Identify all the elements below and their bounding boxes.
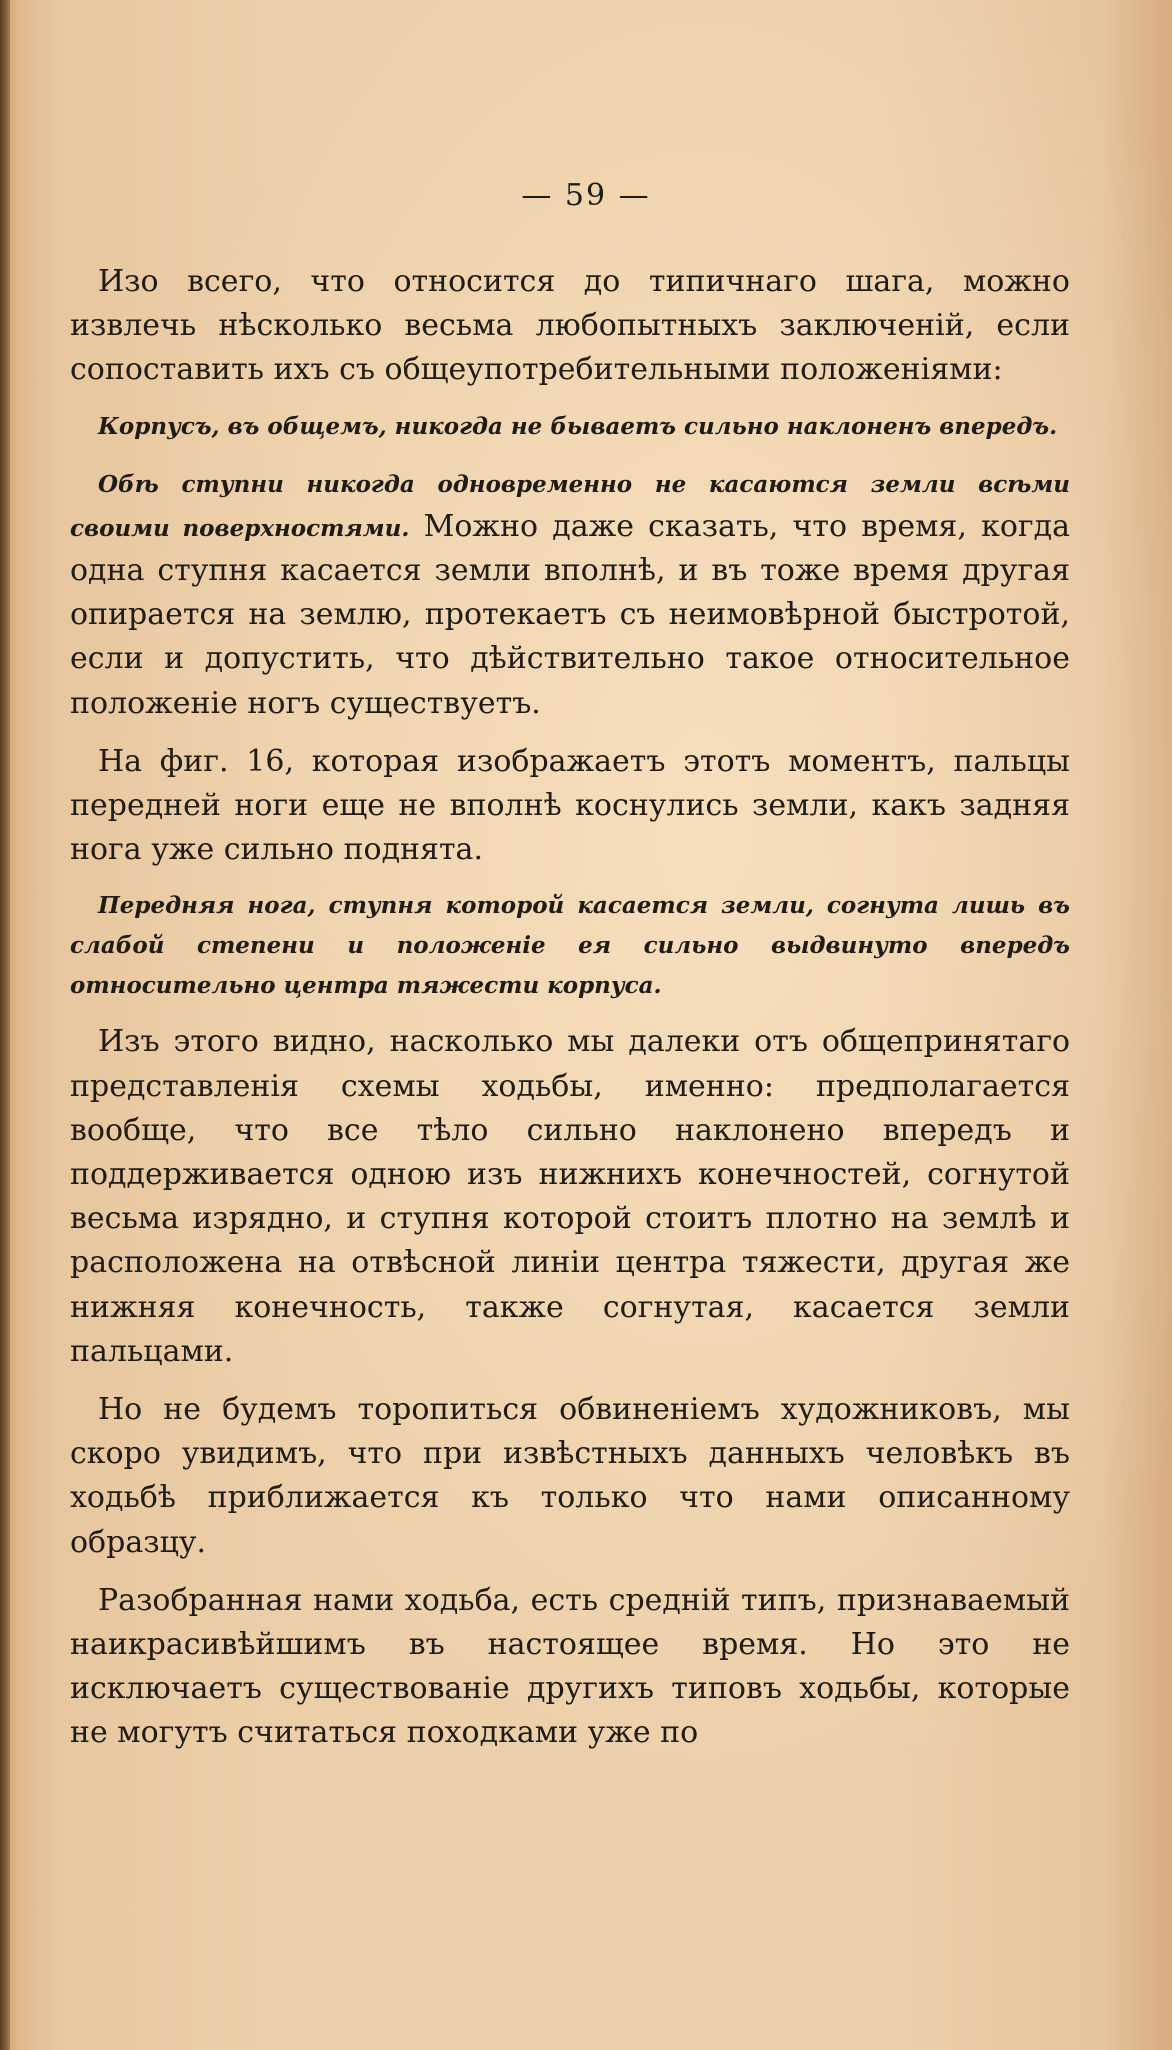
paragraph-2-italic: Корпусъ, въ общемъ, никогда не бываетъ сильно наклоненъ впередъ. [98, 412, 1058, 440]
paragraph-6: Изъ этого видно, насколько мы далеки отъ общепринятаго представленія схемы ходьбы, именно: предполагается вообще, что все тѣло сильно наклонено впередъ и поддерживается одною изъ нижнихъ конечностей, согнутой весьма изрядно, и ступня которой стоитъ плотно на землѣ и расположена на отвѣсной линіи центра тяжести, другая же нижняя конечность, также согнутая, касается земли пальцами. [70, 1024, 1070, 1369]
paragraph-5-italic: Передняя нога, ступня которой касается земли, согнута лишь въ слабой степени и положеніе ея сильно выдвинуто впередъ относительно центра тяжести корпуса. [70, 892, 1070, 1000]
paragraph-3-italic: Обѣ ступни никогда одновременно не касаются земли всѣми своими поверхностями. [70, 470, 1070, 542]
paragraph-3 [70, 461, 1070, 726]
page-body [70, 260, 1070, 1770]
book-spine [0, 0, 10, 2050]
paragraph-8: Разобранная нами ходьба, есть среднiй типъ, признаваемый наикрасивѣйшимъ въ настоящее время. Но это не исключаетъ существованiе другихъ типовъ ходьбы, которые не могутъ считаться походками уже по [70, 1582, 1070, 1751]
page-number: — 59 — [521, 178, 651, 213]
paragraph-4: На фиг. 16, которая изображаетъ этотъ моментъ, пальцы передней ноги еще не вполнѣ коснулись земли, какъ задняя нога уже сильно поднята. [70, 743, 1070, 868]
paragraph-1: Изо всего, что относится до типичнаго шага, можно извлечь нѣсколько весьма любопытныхъ заключеній, если сопоставить ихъ съ общеупотребительными положеніями: [70, 264, 1070, 388]
paragraph-7: Но не будемъ торопиться обвиненіемъ художниковъ, мы скоро увидимъ, что при извѣстныхъ данныхъ человѣкъ въ ходьбѣ приближается къ только что нами описанному образцу. [70, 1392, 1070, 1560]
paragraph-3-text: Можно даже сказать, что время, когда одна ступня касается земли вполнѣ, и въ тоже время другая опирается на землю, протекаетъ съ неимовѣрной быстротой, если и допустить, что дѣйствительно такое относительное положеніе ногъ существуетъ. [70, 508, 1070, 721]
